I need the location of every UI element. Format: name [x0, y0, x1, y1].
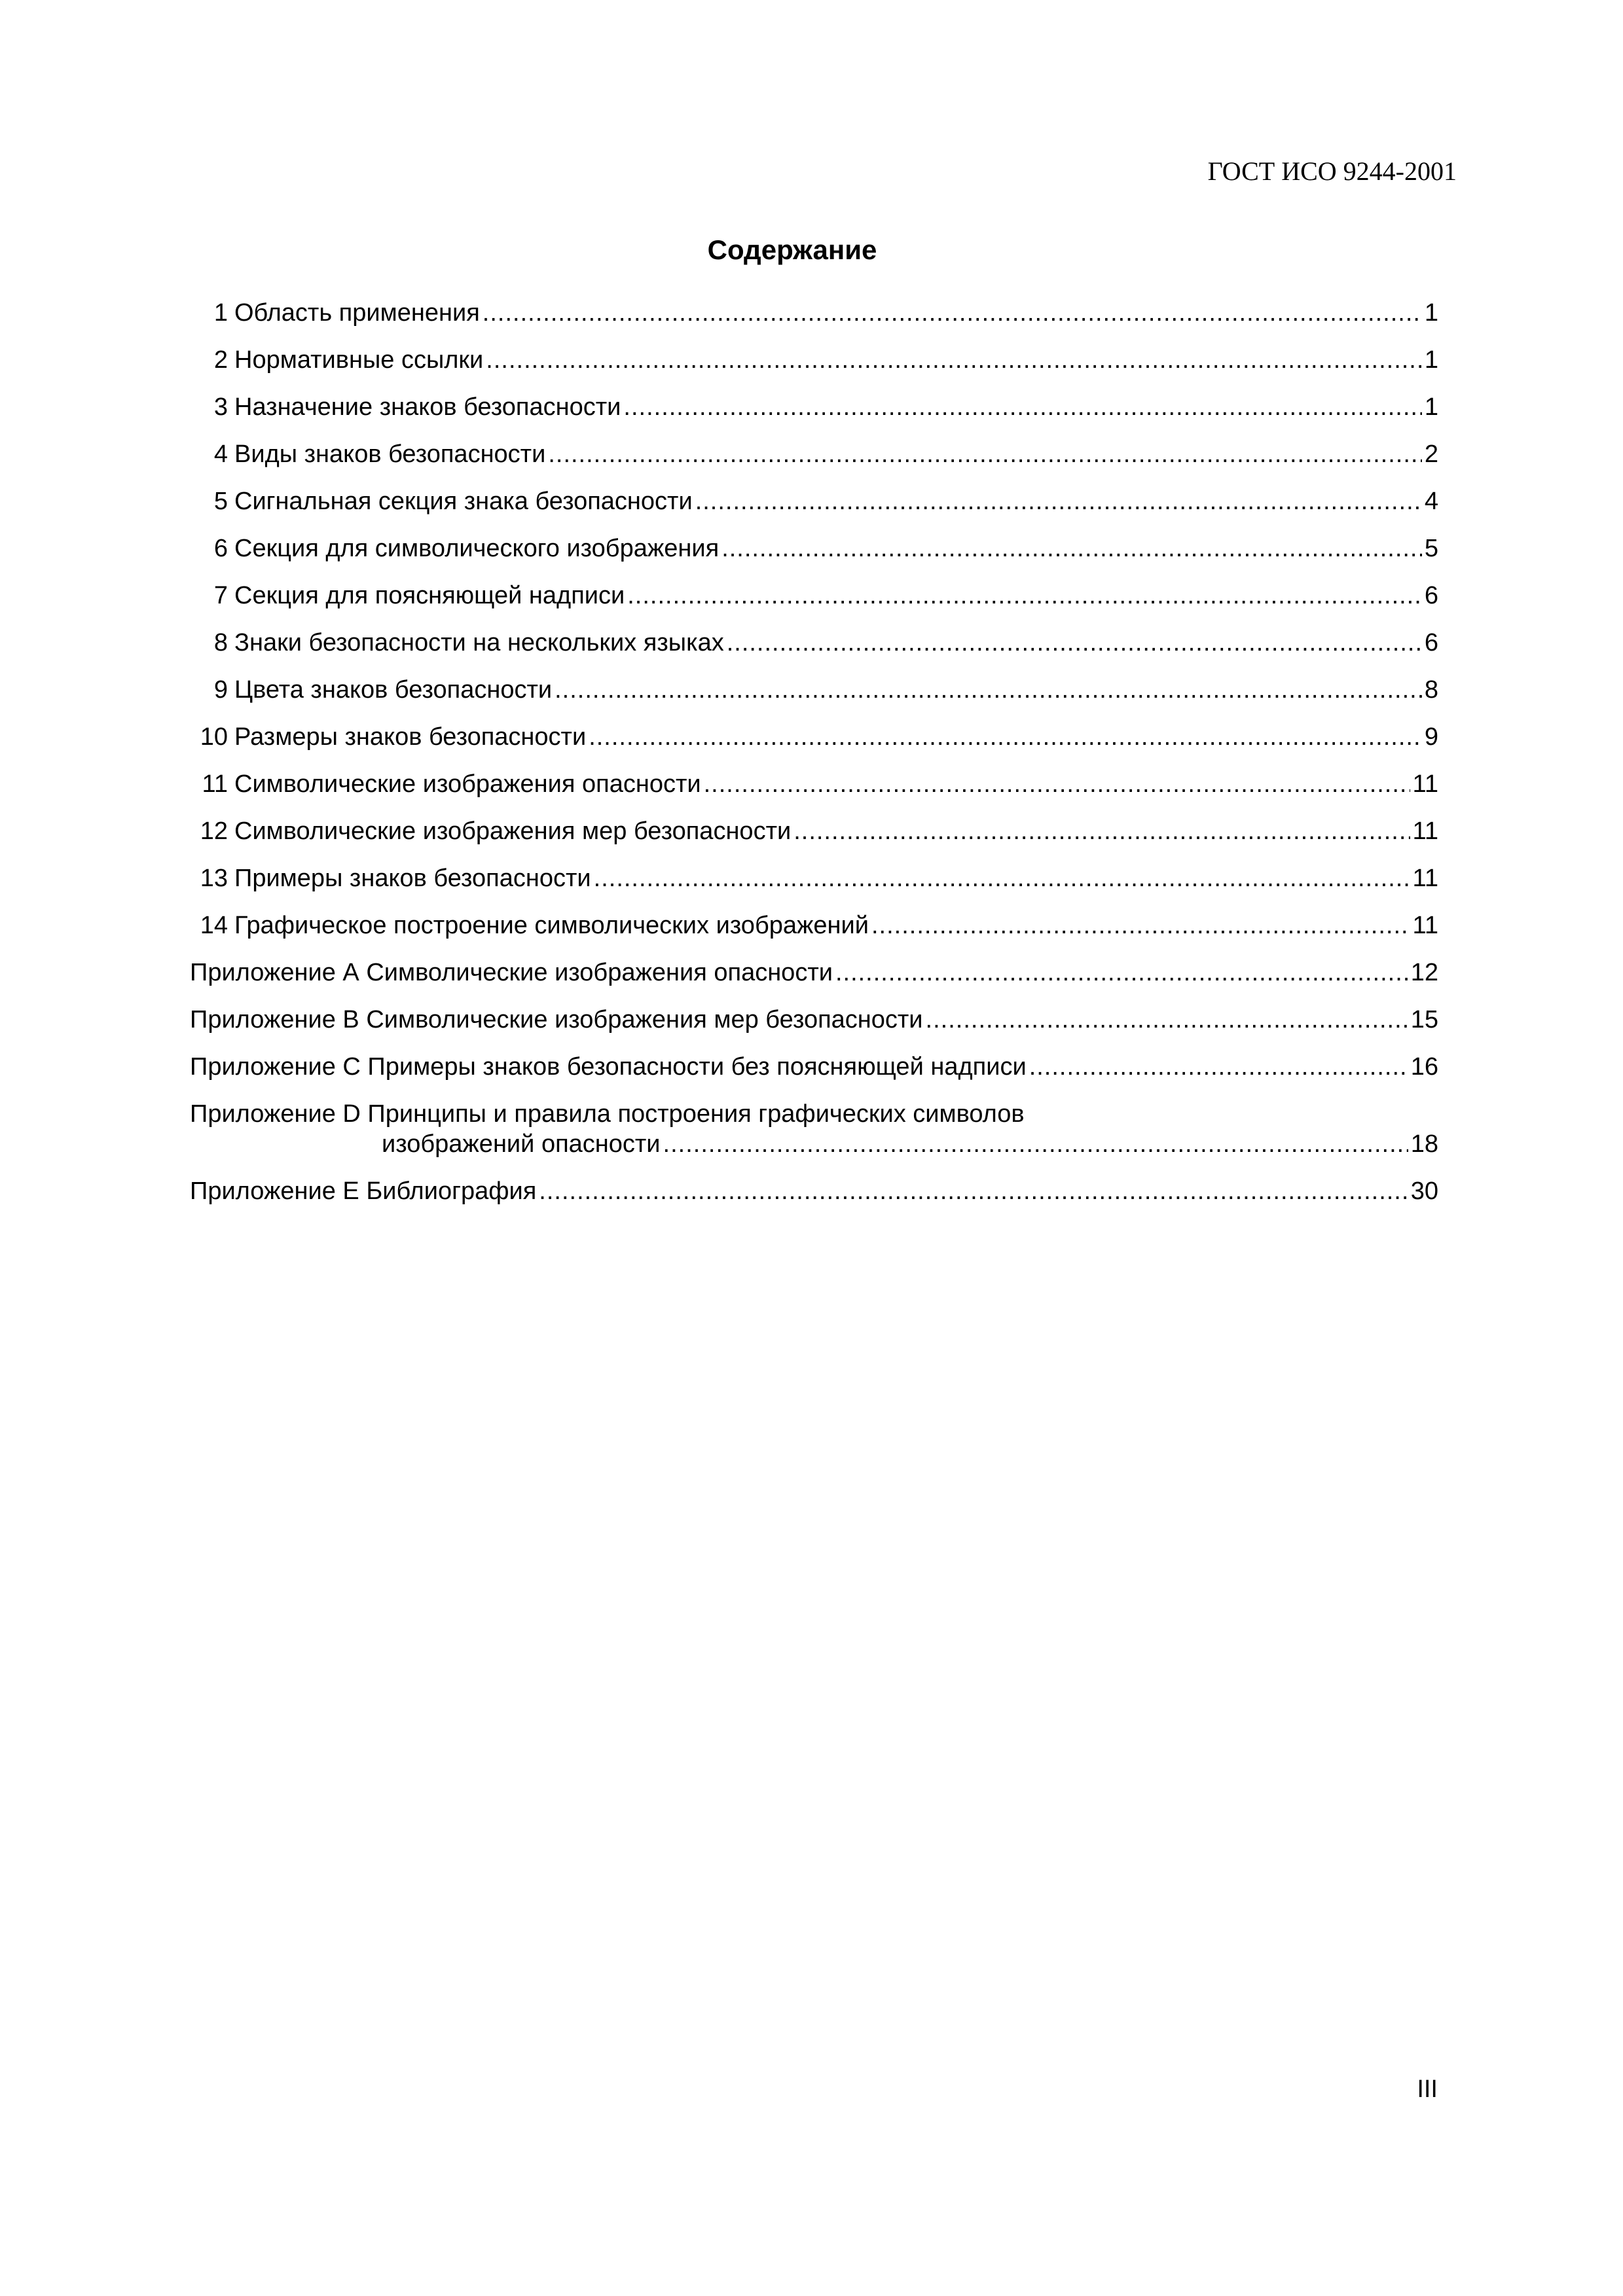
toc-appendix-label: Приложение А Символические изображения опасности [190, 959, 833, 986]
toc-entry[interactable] [190, 769, 1438, 816]
toc-entry-number: 1 [213, 299, 228, 327]
toc-entry-number: 12 [200, 817, 228, 845]
toc-entry-label: Символические изображения мер безопасности [234, 817, 792, 845]
toc-appendix-label: Приложение С Примеры знаков безопасности без поясняющей надписи [190, 1053, 1027, 1081]
toc-appendix-entry[interactable] [190, 1052, 1438, 1099]
toc-leader-dots [871, 910, 1410, 941]
page-number: III [1417, 2075, 1438, 2103]
toc-entry-page: 30 [1410, 1177, 1438, 1205]
toc-entry-label: Секция для поясняющей надписи [234, 582, 625, 609]
toc-entry-number: 13 [200, 865, 228, 892]
toc-entry-number: 6 [213, 535, 228, 562]
toc-leader-dots [1029, 1052, 1408, 1082]
toc-leader-dots [663, 1129, 1408, 1159]
toc-entry-page: 15 [1410, 1006, 1438, 1033]
toc-leader-dots [695, 486, 1422, 516]
toc-entry-number: 10 [200, 723, 228, 751]
toc-entry-page: 18 [1410, 1130, 1438, 1158]
toc-entry-page: 9 [1424, 723, 1438, 751]
toc-entry[interactable] [190, 910, 1438, 958]
toc-entry-number: 9 [213, 676, 228, 704]
toc-entry-label: Назначение знаков безопасности [234, 393, 621, 421]
toc-leader-dots [623, 392, 1421, 422]
document-code-header: ГОСТ ИСО 9244-2001 [1207, 156, 1457, 186]
toc-entry-label: Символические изображения опасности [234, 770, 701, 798]
toc-entry-page: 1 [1424, 346, 1438, 374]
toc-entry-page: 1 [1424, 299, 1438, 327]
toc-entry-number: 11 [202, 770, 228, 798]
toc-entry-label: Сигнальная секция знака безопасности [234, 488, 693, 515]
toc-leader-dots [539, 1176, 1408, 1206]
toc-entry-page: 5 [1424, 535, 1438, 562]
toc-leader-dots [589, 722, 1422, 752]
toc-appendix-label-continued: изображений опасности [382, 1130, 661, 1158]
toc-leader-dots [721, 533, 1422, 564]
toc-entry[interactable] [190, 392, 1438, 439]
toc-entry-label: Цвета знаков безопасности [234, 676, 553, 704]
toc-entry-label: Знаки безопасности на нескольких языках [234, 629, 724, 656]
toc-entry-page: 6 [1424, 582, 1438, 609]
toc-appendix-entry[interactable] [190, 1099, 1438, 1176]
toc-appendix-entry[interactable] [190, 1176, 1438, 1223]
toc-appendix-label: Приложение Е Библиография [190, 1177, 537, 1205]
toc-entry[interactable] [190, 581, 1438, 628]
toc-title: Содержание [707, 234, 877, 265]
toc-leader-dots [627, 581, 1422, 611]
toc-leader-dots [555, 675, 1422, 705]
toc-entry-number: 4 [213, 440, 228, 468]
toc-appendix-entry[interactable] [190, 958, 1438, 1005]
toc-entry-page: 1 [1424, 393, 1438, 421]
toc-leader-dots [727, 628, 1422, 658]
toc-entry-page: 8 [1424, 676, 1438, 704]
toc-entry-page: 11 [1412, 865, 1438, 892]
toc-entry[interactable] [190, 298, 1438, 345]
toc-leader-dots [594, 863, 1410, 893]
table-of-contents [190, 298, 1438, 1223]
toc-entry-page: 2 [1424, 440, 1438, 468]
toc-entry-label: Виды знаков безопасности [234, 440, 546, 468]
toc-entry-label: Графическое построение символических изображений [234, 912, 869, 939]
toc-appendix-entry[interactable] [190, 1005, 1438, 1052]
toc-entry-number: 7 [213, 582, 228, 609]
toc-leader-dots [548, 439, 1422, 469]
toc-entry-page: 4 [1424, 488, 1438, 515]
toc-entry[interactable] [190, 816, 1438, 863]
toc-entry[interactable] [190, 628, 1438, 675]
toc-entry[interactable] [190, 863, 1438, 910]
toc-leader-dots [926, 1005, 1408, 1035]
toc-entry[interactable] [190, 345, 1438, 392]
toc-leader-dots [483, 298, 1422, 328]
toc-appendix-continuation [190, 1129, 1438, 1159]
toc-leader-dots [793, 816, 1410, 846]
toc-entry-number: 3 [213, 393, 228, 421]
toc-leader-dots [835, 958, 1408, 988]
toc-leader-dots [704, 769, 1410, 799]
toc-entry-number: 5 [213, 488, 228, 515]
toc-entry-page: 16 [1410, 1053, 1438, 1081]
toc-entry-label: Область применения [234, 299, 480, 327]
toc-entry[interactable] [190, 439, 1438, 486]
toc-entry-page: 12 [1410, 959, 1438, 986]
toc-entry-page: 11 [1412, 912, 1438, 939]
toc-appendix-label: Приложение D Принципы и правила построения графических символов [190, 1100, 1025, 1128]
toc-entry[interactable] [190, 533, 1438, 581]
toc-entry-number: 2 [213, 346, 228, 374]
toc-entry-page: 11 [1412, 817, 1438, 845]
toc-entry-number: 8 [213, 629, 228, 656]
toc-entry[interactable] [190, 486, 1438, 533]
toc-entry-number: 14 [200, 912, 228, 939]
toc-entry-page: 11 [1412, 770, 1438, 798]
toc-entry-label: Размеры знаков безопасности [234, 723, 587, 751]
toc-entry-label: Секция для символического изображения [234, 535, 720, 562]
toc-entry-label: Нормативные ссылки [234, 346, 484, 374]
toc-entry[interactable] [190, 675, 1438, 722]
toc-entry-label: Примеры знаков безопасности [234, 865, 591, 892]
toc-entry-page: 6 [1424, 629, 1438, 656]
toc-leader-dots [486, 345, 1422, 375]
toc-entry[interactable] [190, 722, 1438, 769]
toc-appendix-label: Приложение В Символические изображения мер безопасности [190, 1006, 923, 1033]
